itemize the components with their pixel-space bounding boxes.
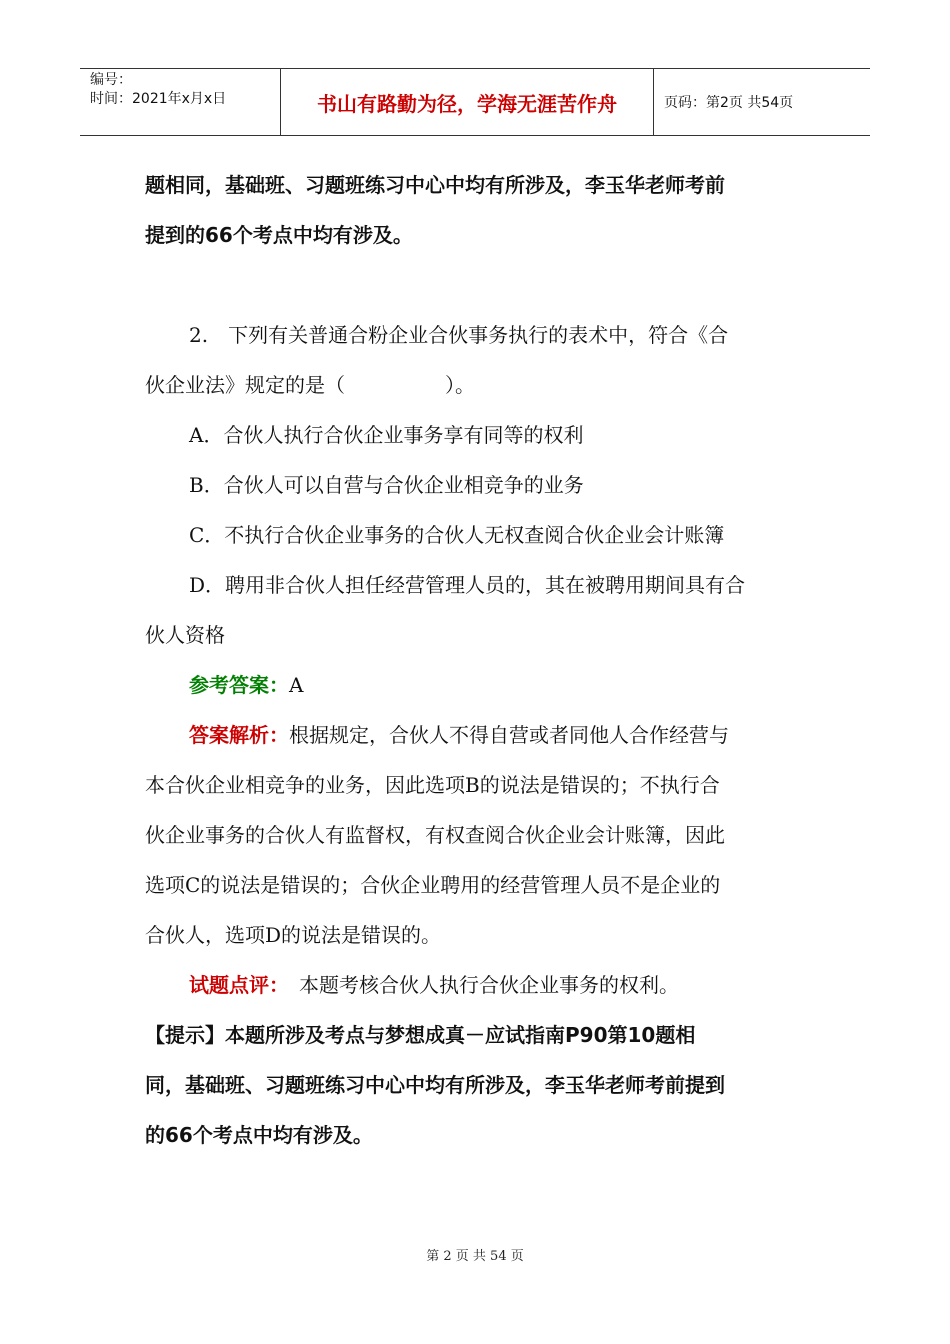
comment-text: 本题考核合伙人执行合伙企业事务的权利。 xyxy=(279,973,679,997)
tip-line: 的66个考点中均有涉及。 xyxy=(145,1123,373,1147)
tip-line: 【提示】本题所涉及考点与梦想成真－应试指南P90第10题相 xyxy=(145,1023,696,1047)
tip-line: 同，基础班、习题班练习中心中均有所涉及，李玉华老师考前提到 xyxy=(145,1073,725,1097)
option-c: C．不执行合伙企业事务的合伙人无权查阅合伙企业会计账簿 xyxy=(189,523,725,547)
answer-row xyxy=(145,660,810,710)
answer-label: 参考答案： xyxy=(189,673,289,697)
question-stem-cont: 伙企业法》规定的是（ ）。 xyxy=(145,373,475,397)
analysis-line: 本合伙企业相竞争的业务，因此选项B的说法是错误的；不执行合 xyxy=(145,773,720,797)
analysis-text: 根据规定，合伙人不得自营或者同他人合作经营与 xyxy=(289,723,729,747)
option-d-cont: 伙人资格 xyxy=(145,623,225,647)
analysis-line: 选项C的说法是错误的；合伙企业聘用的经营管理人员不是企业的 xyxy=(145,873,721,897)
comment-label: 试题点评： xyxy=(189,973,279,997)
prev-tip-line: 提到的66个考点中均有涉及。 xyxy=(145,223,413,247)
option-d: D．聘用非合伙人担任经营管理人员的，其在被聘用期间具有合 xyxy=(189,573,746,597)
document-body xyxy=(145,160,810,1160)
time-label: 时间：2021年x月x日 xyxy=(90,91,227,107)
question-stem: 2. 下列有关普通合粉企业合伙事务执行的表术中，符合《合 xyxy=(189,323,729,347)
answer-value: A xyxy=(289,673,304,697)
comment-row xyxy=(145,960,810,1010)
header-motto: 书山有路勤为径，学海无涯苦作舟 xyxy=(281,69,654,135)
serial-label: 编号： xyxy=(90,72,132,88)
header-page-info: 页码：第2页 共54页 xyxy=(664,95,794,111)
option-a: A．合伙人执行合伙企业事务享有同等的权利 xyxy=(189,423,584,447)
prev-tip-line: 题相同，基础班、习题班练习中心中均有所涉及，李玉华老师考前 xyxy=(145,173,725,197)
analysis-line: 合伙人，选项D的说法是错误的。 xyxy=(145,923,442,947)
option-b: B．合伙人可以自营与合伙企业相竞争的业务 xyxy=(189,473,584,497)
page-header xyxy=(80,68,870,136)
page-footer: 第 2 页 共 54 页 xyxy=(426,1249,524,1264)
analysis-row xyxy=(145,710,810,760)
header-meta xyxy=(80,69,281,135)
analysis-line: 伙企业事务的合伙人有监督权，有权查阅合伙企业会计账簿，因此 xyxy=(145,823,725,847)
spacer xyxy=(145,260,810,310)
analysis-label: 答案解析： xyxy=(189,723,289,747)
